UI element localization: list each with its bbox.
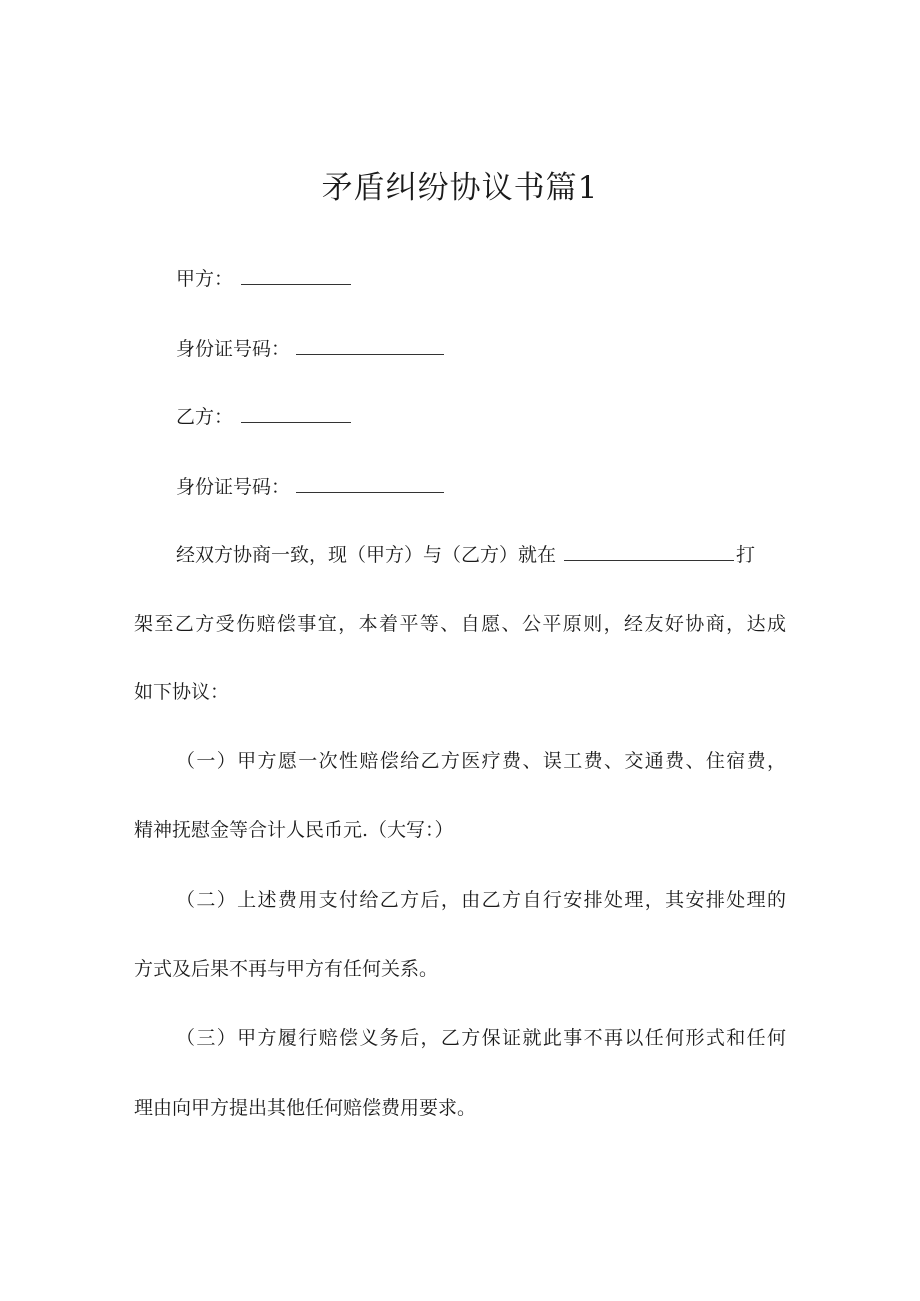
clause-3-line-1: （三）甲方履行赔偿义务后，乙方保证就此事不再以任何形式和任何 xyxy=(176,1027,786,1049)
intro-line-3: 如下协议： xyxy=(134,681,230,703)
intro-line-2: 架至乙方受伤赔偿事宜，本着平等、自愿、公平原则，经友好协商，达成 xyxy=(134,613,786,635)
intro-line-1-before: 经双方协商一致，现（甲方）与（乙方）就在 xyxy=(176,544,557,566)
clause-2-line-1: （二）上述费用支付给乙方后，由乙方自行安排处理，其安排处理的 xyxy=(176,889,786,911)
party-b-line xyxy=(176,402,351,431)
party-a-line xyxy=(176,264,351,293)
intro-line-1-after: 打 xyxy=(736,544,756,566)
clause-1-line-1: （一）甲方愿一次性赔偿给乙方医疗费、误工费、交通费、住宿费， xyxy=(176,750,786,772)
party-a-id-label: 身份证号码： xyxy=(176,338,291,360)
clause-1-line-2: 精神抚慰金等合计人民币元.（大写：） xyxy=(134,819,454,841)
clause-3-line-2: 理由向甲方提出其他任何赔偿费用要求。 xyxy=(134,1097,477,1119)
party-b-id-line xyxy=(176,472,444,501)
location-blank xyxy=(564,540,734,561)
intro-line-1 xyxy=(176,540,755,569)
party-a-id-line xyxy=(176,334,444,363)
document-title: 矛盾纠纷协议书篇1 xyxy=(321,170,599,206)
party-b-id-blank xyxy=(296,472,444,493)
party-a-id-blank xyxy=(296,334,444,355)
party-b-label: 乙方： xyxy=(176,406,234,428)
party-a-label: 甲方： xyxy=(176,268,234,290)
clause-2-line-2: 方式及后果不再与甲方有任何关系。 xyxy=(134,958,439,980)
party-b-blank xyxy=(241,402,351,423)
party-a-blank xyxy=(241,264,351,285)
party-b-id-label: 身份证号码： xyxy=(176,476,291,498)
